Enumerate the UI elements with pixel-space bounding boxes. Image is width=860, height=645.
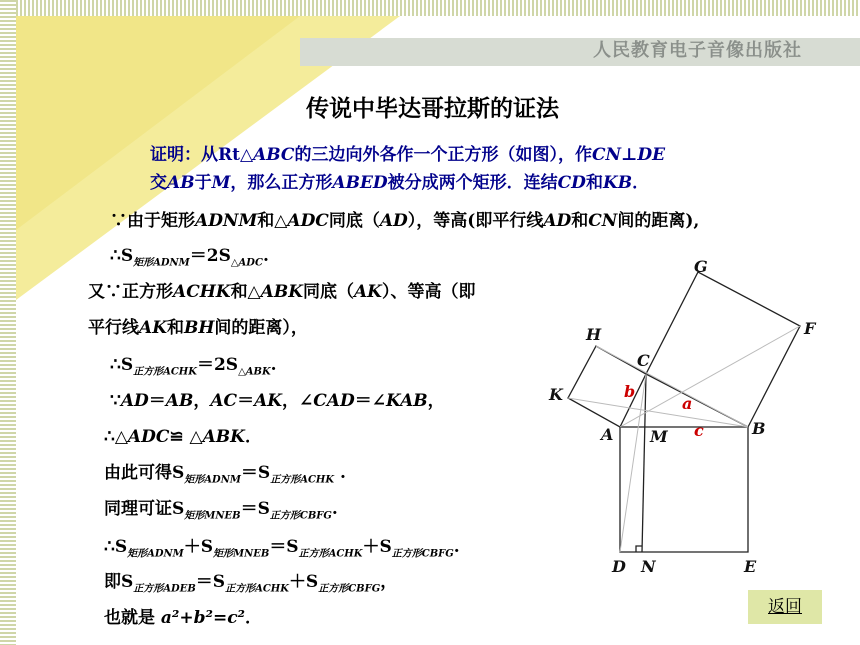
back-button[interactable]: 返回 bbox=[748, 590, 822, 624]
side-label-c: c bbox=[694, 421, 704, 440]
proof-intro-line-1: 证明：从Rt△ABC的三边向外各作一个正方形（如图），作CN⊥DE bbox=[150, 145, 666, 165]
right-angle-mark bbox=[636, 546, 642, 552]
proof-step-8: 由此可得$S_{矩形ADNM}=S_{正方形ACHK}$ . bbox=[104, 463, 346, 486]
label-K: K bbox=[549, 385, 563, 404]
proof-step-1: ∵由于矩形ADNM和△ADC同底（AD），等高(即平行线AD和CN间的距离), bbox=[110, 211, 700, 231]
label-B: B bbox=[752, 419, 766, 438]
label-D: D bbox=[612, 557, 626, 576]
proof-step-5: $\therefore S_{正方形ACHK}=2S_{\triangle ABK}$. bbox=[110, 355, 277, 378]
label-G: G bbox=[694, 257, 708, 276]
side-label-b: b bbox=[624, 382, 636, 401]
proof-step-6: ∵AD＝AB，AC＝AK，∠CAD＝∠KAB， bbox=[110, 391, 445, 411]
label-F: F bbox=[804, 319, 816, 338]
label-C: C bbox=[637, 351, 650, 370]
proof-step-9: 同理可证$S_{矩形MNEB}=S_{正方形CBFG}$. bbox=[104, 499, 338, 522]
proof-step-2: $\therefore S_{矩形ADNM}=2S_{\triangle ADC}$. bbox=[110, 246, 269, 269]
square-ADEB bbox=[620, 427, 748, 552]
proof-step-12: 也就是 a²+b²=c²． bbox=[104, 608, 263, 628]
square-CBFG bbox=[646, 272, 800, 427]
proof-step-7: ∴△ADC≌ △ABK． bbox=[104, 427, 262, 447]
publisher-logo: 人民教育电子音像出版社 bbox=[593, 40, 802, 61]
pythagoras-diagram bbox=[540, 250, 860, 590]
line-AF bbox=[620, 326, 800, 427]
proof-intro-line-2: 交AB于M，那么正方形ABED被分成两个矩形．连结CD和KB． bbox=[150, 173, 650, 193]
label-H: H bbox=[586, 325, 602, 344]
proof-step-11: 即$S_{正方形ADEB}=S_{正方形ACHK}+S_{正方形CBFG}$， bbox=[104, 572, 398, 595]
page-title: 传说中毕达哥拉斯的证法 bbox=[306, 96, 559, 122]
proof-step-10: $\therefore S_{矩形ADNM}+S_{矩形MNEB}=S_{正方形ACHK}+S_{正方形CBFG}$. bbox=[104, 537, 460, 560]
proof-step-4: 平行线AK和BH间的距离）， bbox=[88, 318, 308, 338]
label-N: N bbox=[641, 557, 656, 576]
label-M: M bbox=[650, 427, 668, 446]
proof-step-3: 又∵正方形ACHK和△ABK同底（AK）、等高（即 bbox=[88, 282, 476, 302]
side-label-a: a bbox=[682, 394, 693, 413]
label-A: A bbox=[601, 425, 614, 444]
label-E: E bbox=[744, 557, 757, 576]
